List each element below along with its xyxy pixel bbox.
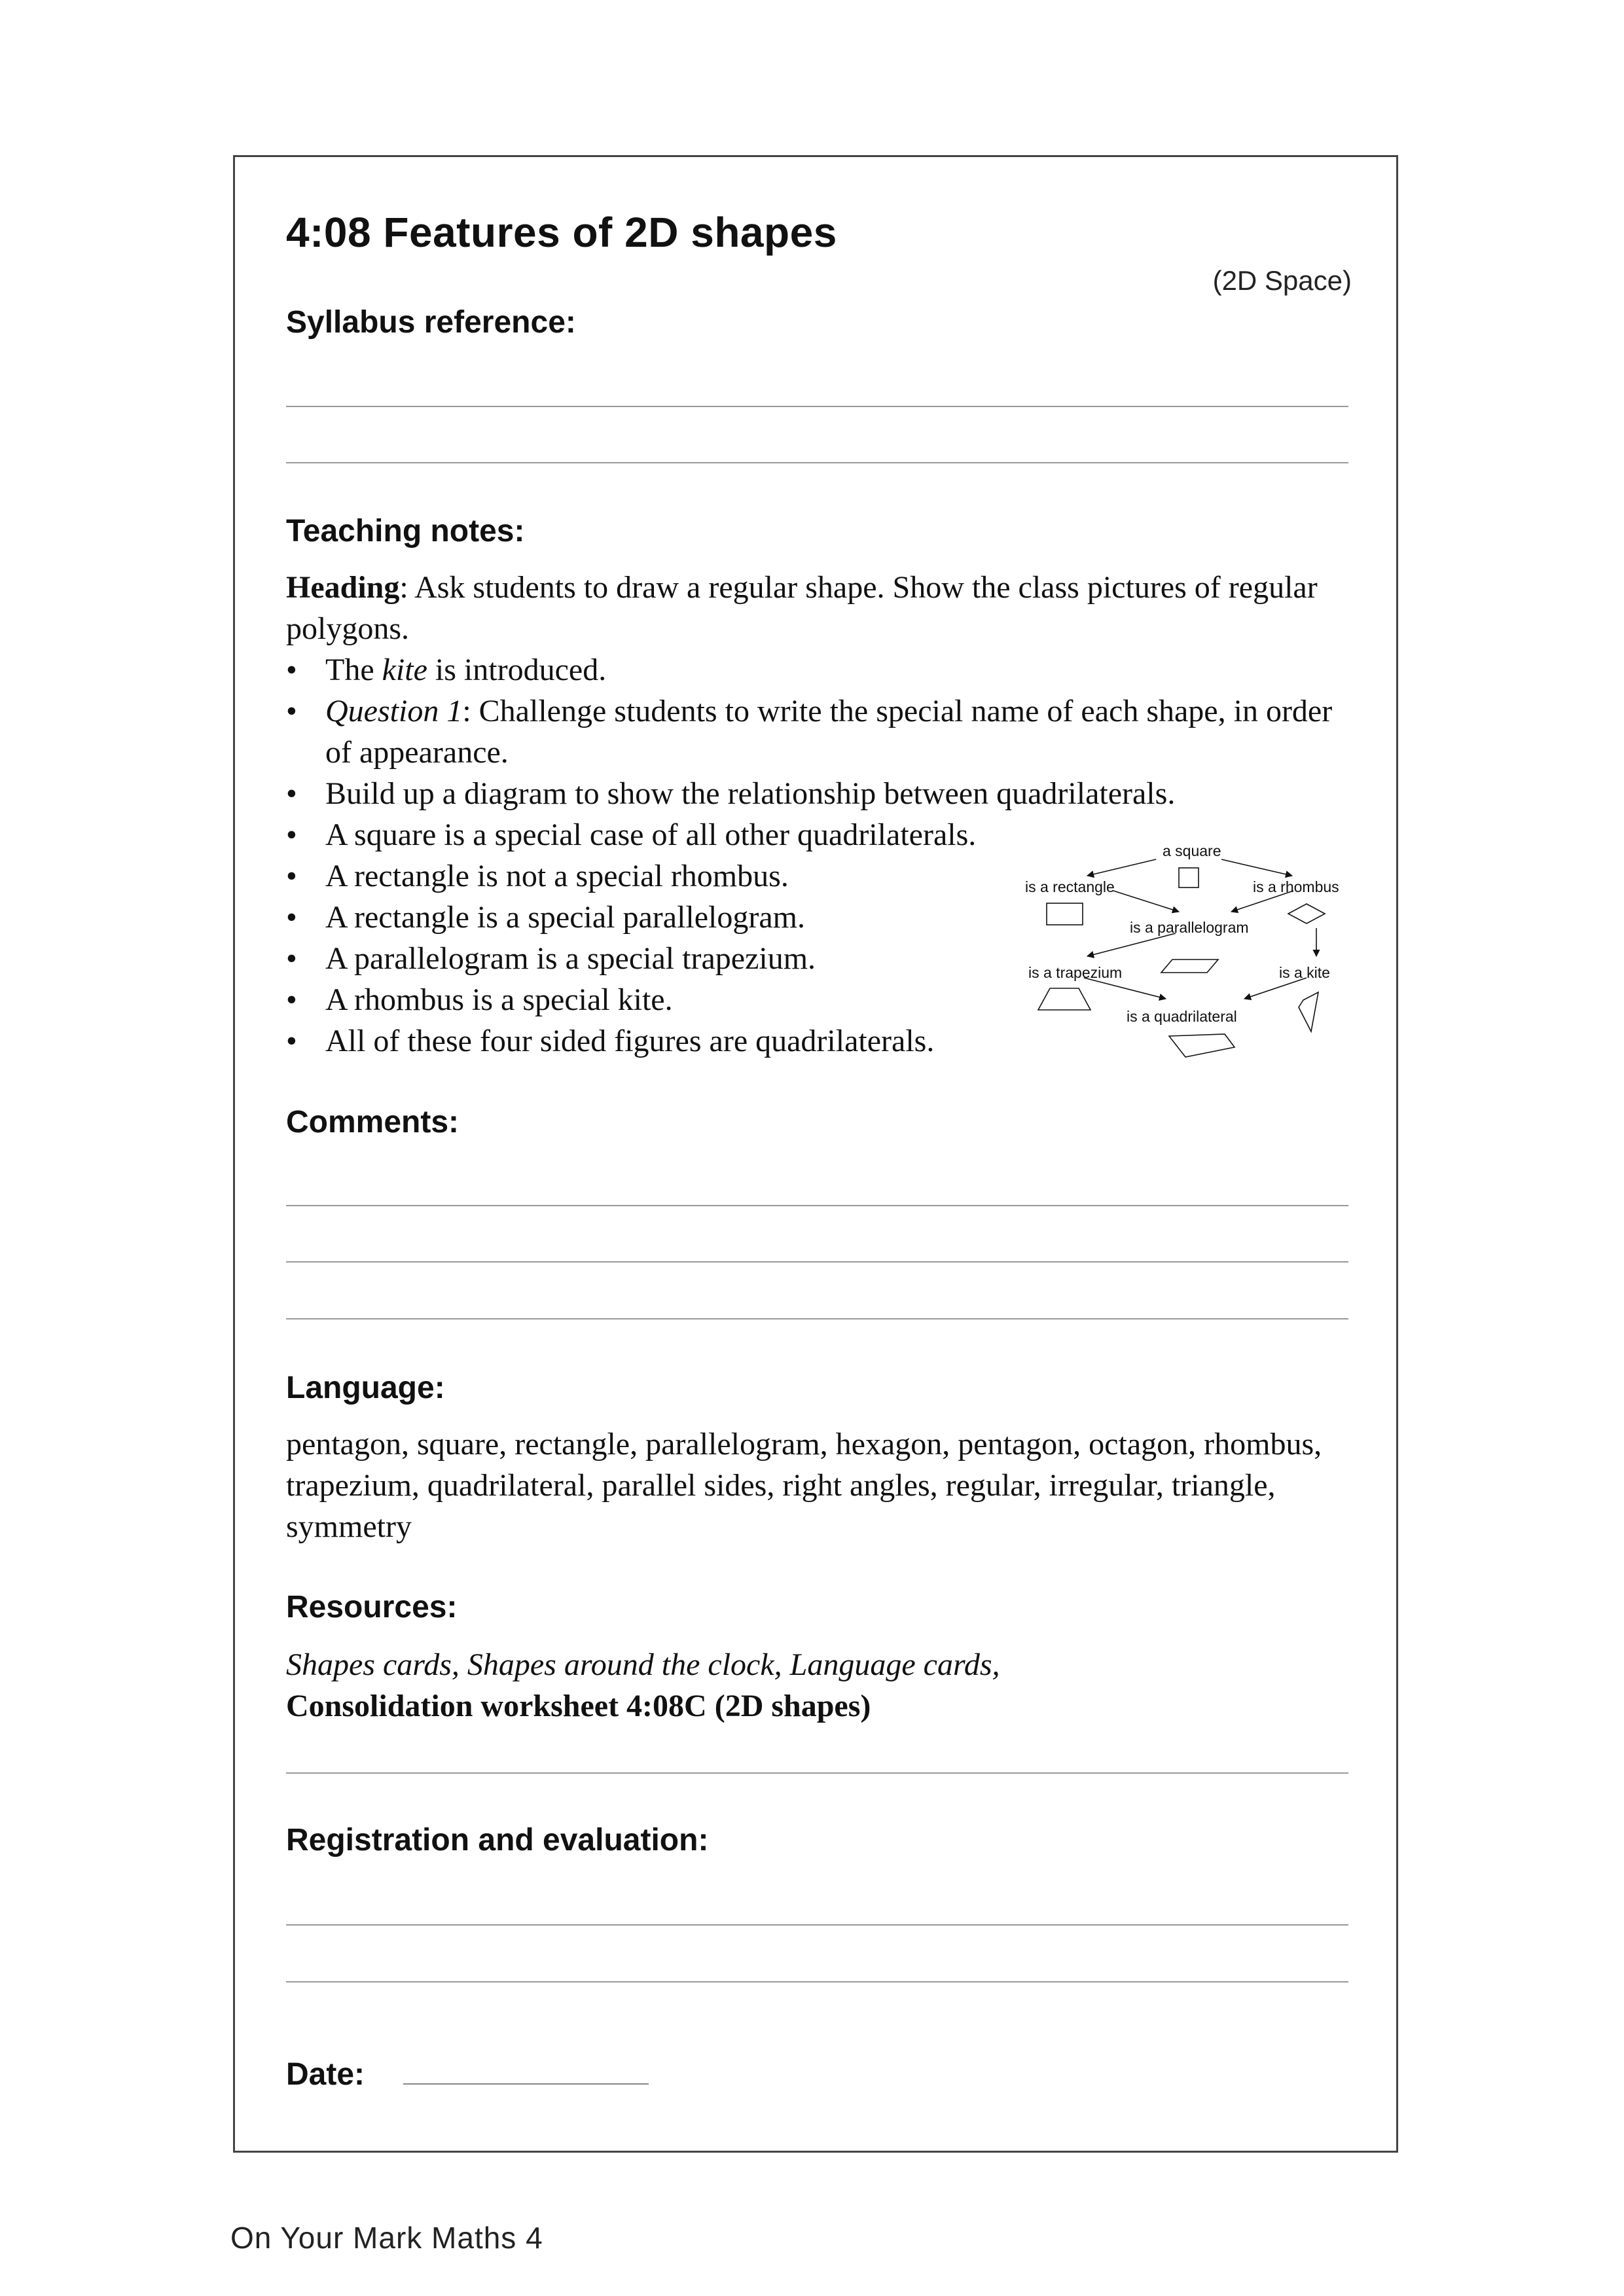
bullet-dot: • — [286, 776, 297, 811]
bullet-item: • The kite is introduced. — [286, 649, 1346, 691]
resources-worksheet: Consolidation worksheet 4:08C (2D shapes) — [286, 1689, 871, 1723]
bullet-item: • A rectangle is a special parallelogram. — [286, 897, 1346, 938]
write-line — [286, 462, 1348, 463]
trapezium-shape — [1038, 988, 1091, 1010]
arrow-square-rectangle — [1087, 859, 1156, 876]
label-rhombus: is a rhombus — [1253, 878, 1339, 895]
language-list: pentagon, square, rectangle, parallelogram, hexagon, pentagon, octagon, rhombus, trapezium, quadrilateral, parallel sides, right angles, regular, irregular, triangle, symmetry — [286, 1427, 1322, 1544]
arrow-rectangle-parallelogram — [1113, 891, 1179, 912]
bullet-item: • Build up a diagram to show the relationship between quadrilaterals. — [286, 773, 1346, 814]
bullet-dot: • — [286, 1024, 297, 1058]
parallelogram-shape — [1161, 960, 1218, 973]
resources-list — [286, 1644, 1360, 1727]
label-quadrilateral: is a quadrilateral — [1127, 1008, 1237, 1025]
write-line — [286, 1261, 1348, 1263]
kite-term: kite — [382, 653, 427, 687]
bullet-item: • A square is a special case of all other quadrilaterals. — [286, 814, 1346, 855]
resources-heading: Resources: — [286, 1590, 458, 1624]
write-line — [286, 1924, 1348, 1926]
bullet-item: • A rhombus is a special kite. — [286, 979, 1346, 1020]
resources-italic: Shapes cards, Shapes around the clock, Language cards, — [286, 1647, 1000, 1682]
square-shape — [1179, 868, 1199, 888]
arrow-parallelogram-trapezium — [1087, 933, 1176, 956]
label-rectangle: is a rectangle — [1025, 878, 1115, 895]
question-ref: Question 1 — [325, 694, 463, 728]
date-label: Date: — [286, 2057, 365, 2092]
label-kite: is a kite — [1279, 964, 1330, 981]
bullet-dot: • — [286, 694, 297, 728]
bullet-item: • A rectangle is not a special rhombus. — [286, 855, 1346, 897]
rectangle-shape — [1047, 903, 1083, 925]
comments-heading: Comments: — [286, 1105, 460, 1139]
write-line — [286, 1318, 1348, 1319]
teaching-notes-heading: Teaching notes: — [286, 514, 525, 548]
bullet-item: • All of these four sided figures are quadrilaterals. — [286, 1020, 1346, 1062]
date-line — [403, 2083, 649, 2085]
language-heading: Language: — [286, 1371, 445, 1405]
write-line — [286, 1772, 1348, 1774]
strand-label: (2D Space) — [1212, 265, 1352, 296]
registration-heading: Registration and evaluation: — [286, 1823, 709, 1857]
bullet-dot: • — [286, 900, 297, 935]
label-trapezium: is a trapezium — [1028, 964, 1123, 981]
footer-text: On Your Mark Maths 4 — [230, 2221, 543, 2255]
bullet-item: • Question 1: Challenge students to write the special name of each shape, in order of appearance. — [286, 691, 1346, 773]
page-title: 4:08 Features of 2D shapes — [286, 209, 837, 256]
label-parallelogram: is a parallelogram — [1130, 919, 1249, 936]
write-line — [286, 406, 1348, 407]
rhombus-shape — [1288, 904, 1325, 924]
kite-shape — [1299, 992, 1318, 1031]
bullet-dot: • — [286, 982, 297, 1017]
heading-label: Heading — [286, 570, 400, 605]
label-square: a square — [1163, 842, 1221, 859]
bullet-dot: • — [286, 941, 297, 976]
bullet-dot: • — [286, 817, 297, 852]
arrow-square-rhombus — [1221, 859, 1292, 876]
bullet-dot: • — [286, 859, 297, 893]
heading-note — [286, 567, 1346, 649]
bullet-item: • A parallelogram is a special trapezium. — [286, 938, 1346, 979]
heading-text: : Ask students to draw a regular shape. Show the class pictures of regular polygons. — [286, 570, 1318, 646]
syllabus-heading: Syllabus reference: — [286, 305, 576, 340]
quadrilateral-diagram — [1025, 840, 1352, 1059]
write-line — [286, 1205, 1348, 1206]
quadrilateral-shape — [1169, 1034, 1235, 1057]
write-line — [286, 1981, 1348, 1982]
bullet-dot: • — [286, 653, 297, 687]
